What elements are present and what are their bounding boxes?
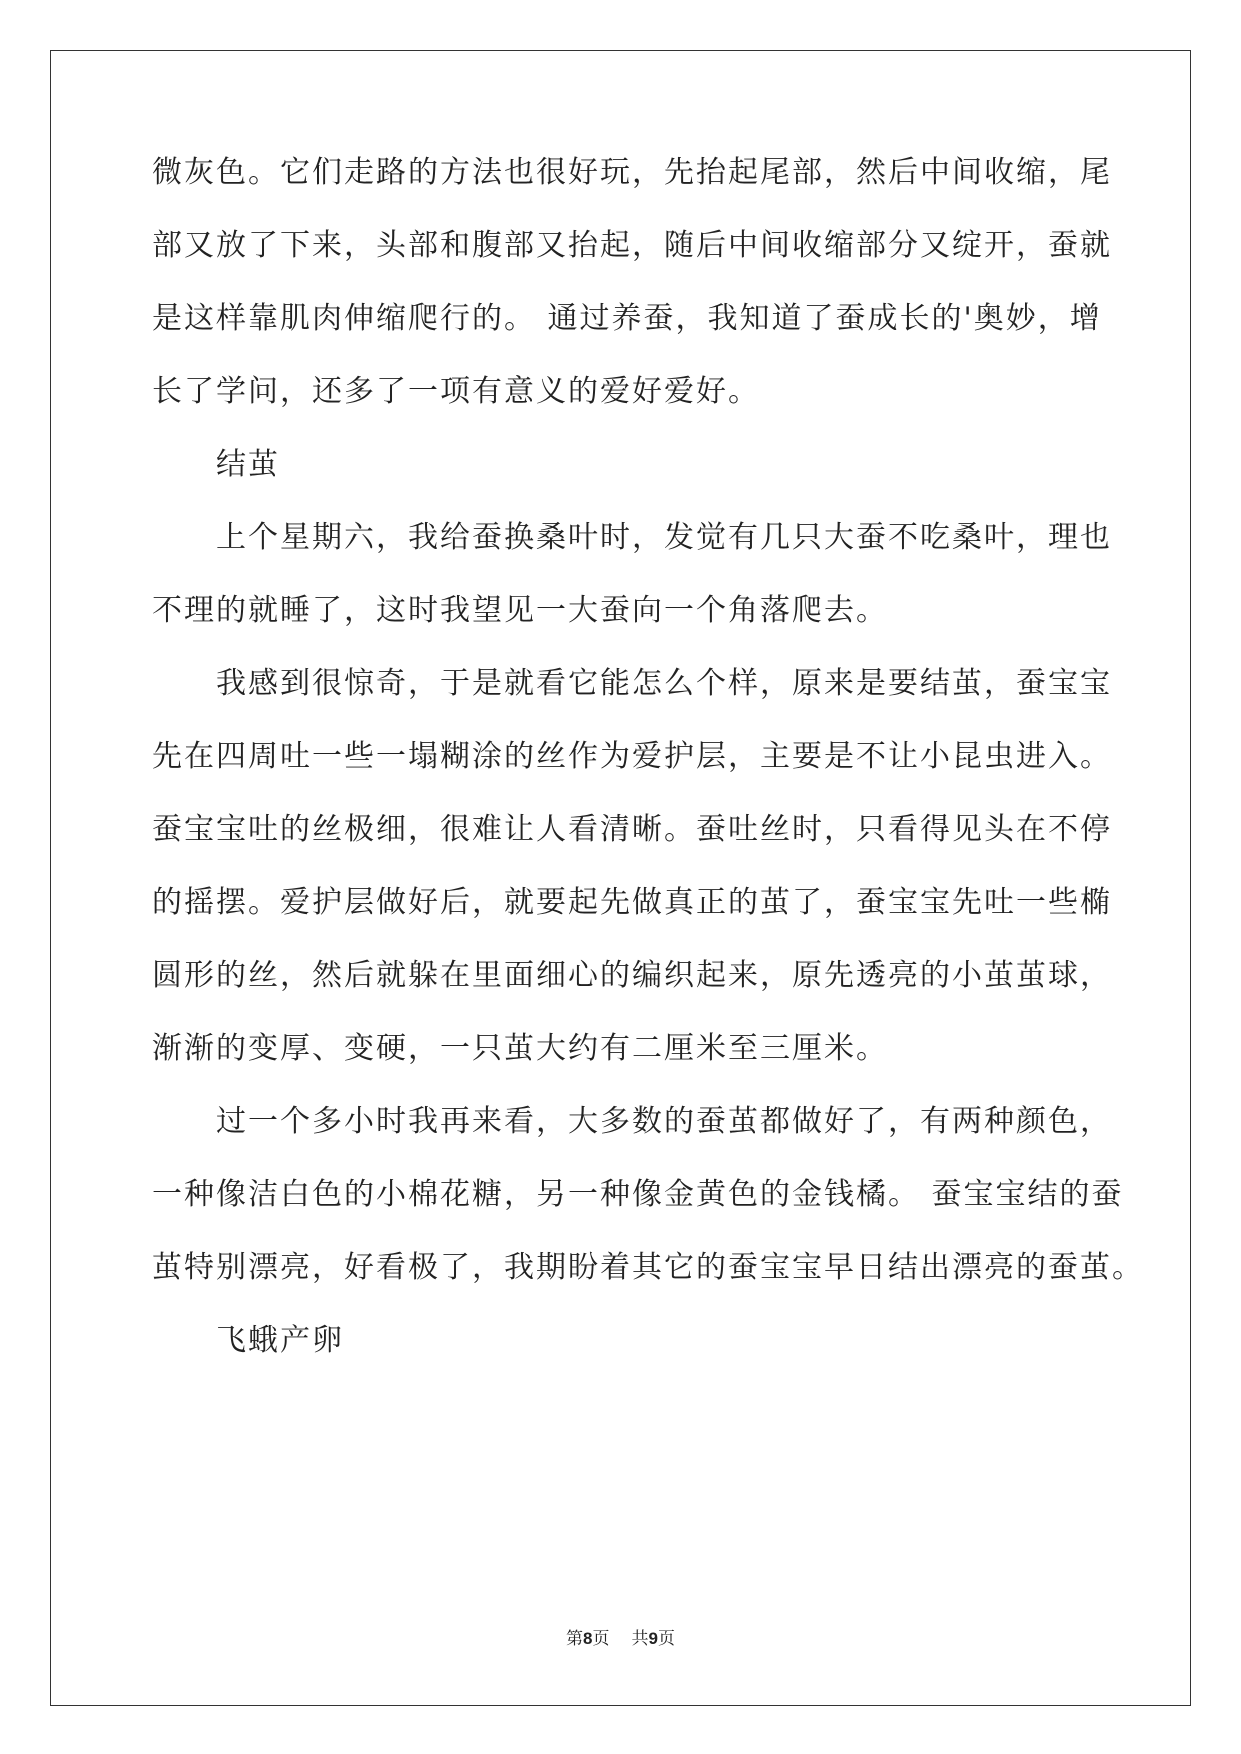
page-border xyxy=(50,50,1191,1706)
section-heading-moth: 飞蛾产卵 xyxy=(216,1323,344,1358)
paragraph-line: 我感到很惊奇，于是就看它能怎么个样，原来是要结茧，蚕宝宝 xyxy=(216,666,1112,701)
paragraph-line: 微灰色。它们走路的方法也很好玩，先抬起尾部，然后中间收缩，尾 xyxy=(152,155,1112,190)
paragraph-line: 是这样靠肌肉伸缩爬行的。 通过养蚕，我知道了蚕成长的'奥妙，增 xyxy=(152,301,1102,336)
total-suffix: 页 xyxy=(657,1629,675,1649)
paragraph-line: 渐渐的变厚、变硬，一只茧大约有二厘米至三厘米。 xyxy=(152,1031,888,1066)
page-total: 9 xyxy=(648,1629,658,1648)
paragraph-line: 先在四周吐一些一塌糊涂的丝作为爱护层，主要是不让小昆虫进入。 xyxy=(152,739,1112,774)
paragraph-line: 长了学问，还多了一项有意义的爱好爱好。 xyxy=(152,374,760,409)
paragraph-line: 圆形的丝，然后就躲在里面细心的编织起来，原先透亮的小茧茧球， xyxy=(152,958,1112,993)
section-heading-cocoon: 结茧 xyxy=(216,447,280,482)
paragraph-line: 一种像洁白色的小棉花糖，另一种像金黄色的金钱橘。 蚕宝宝结的蚕 xyxy=(152,1177,1124,1212)
paragraph-line: 茧特别漂亮，好看极了，我期盼着其它的蚕宝宝早日结出漂亮的蚕茧。 xyxy=(152,1250,1144,1285)
paragraph-line: 的摇摆。爱护层做好后，就要起先做真正的茧了，蚕宝宝先吐一些椭 xyxy=(152,885,1112,920)
paragraph-line: 不理的就睡了，这时我望见一大蚕向一个角落爬去。 xyxy=(152,593,888,628)
page-footer xyxy=(0,1628,1241,1650)
paragraph-line: 上个星期六，我给蚕换桑叶时，发觉有几只大蚕不吃桑叶，理也 xyxy=(216,520,1112,555)
total-prefix: 共 xyxy=(631,1629,649,1649)
page-prefix: 第 xyxy=(566,1629,584,1649)
paragraph-line: 过一个多小时我再来看，大多数的蚕茧都做好了，有两种颜色， xyxy=(216,1104,1112,1139)
page-current: 8 xyxy=(583,1629,593,1648)
page-label: 页 xyxy=(592,1629,610,1649)
paragraph-line: 蚕宝宝吐的丝极细，很难让人看清晰。蚕吐丝时，只看得见头在不停 xyxy=(152,812,1112,847)
paragraph-line: 部又放了下来，头部和腹部又抬起，随后中间收缩部分又绽开，蚕就 xyxy=(152,228,1112,263)
